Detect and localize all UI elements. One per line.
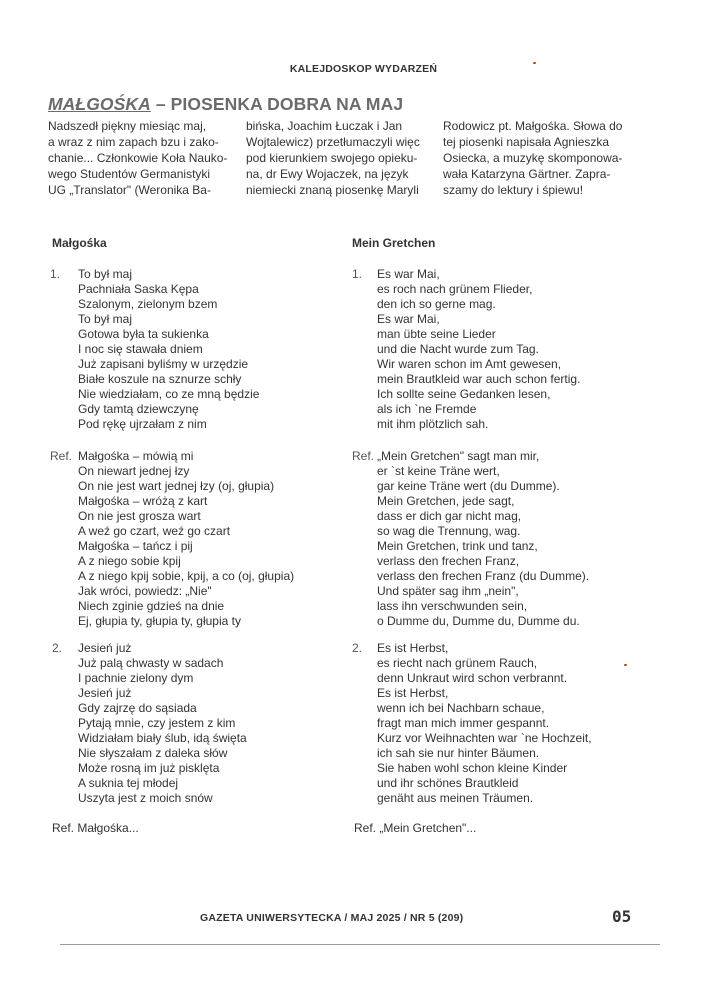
intro-line: na, dr Ewy Wojaczek, na język <box>246 167 409 181</box>
lyric-line: Widziałam biały ślub, idą święta <box>78 731 247 745</box>
lyric-line: I pachnie zielony dym <box>78 671 194 685</box>
lyric-line: Kurz vor Weihnachten war `ne Hochzeit, <box>377 731 592 745</box>
intro-line: pod kierunkiem swojego opieku- <box>246 151 418 165</box>
lyric-line: Es ist Herbst, <box>377 686 449 700</box>
lyric-line: Es war Mai, <box>377 312 440 326</box>
lyric-line: Małgośka – mówią mi <box>78 449 194 463</box>
lyric-line: Białe koszule na sznurze schły <box>78 372 242 386</box>
lyric-line: Mein Gretchen, trink und tanz, <box>377 539 538 553</box>
lyric-line: mein Brautkleid war auch schon fertig. <box>377 372 581 386</box>
lyric-line: Sie haben wohl schon kleine Kinder <box>377 761 568 775</box>
stanza-number: 1. <box>50 267 61 281</box>
lyric-line: so wag die Trennung, wag. <box>377 524 521 538</box>
article-title-name: MAŁGOŚKA <box>48 94 151 114</box>
intro-line: wała Katarzyna Gärtner. Zapra- <box>443 167 611 181</box>
lyric-line: Małgośka – tańcz i pij <box>78 539 193 553</box>
lyric-line: gar keine Träne wert (du Dumme). <box>377 479 560 493</box>
scan-speck <box>533 62 536 64</box>
polish-stanza-2 <box>78 641 247 806</box>
lyric-line: es roch nach grünem Flieder, <box>377 282 533 296</box>
lyric-line: Gdy tamtą dziewczynę <box>78 402 199 416</box>
page-number: 05 <box>612 907 632 926</box>
refrain-marker: Ref. <box>352 449 375 463</box>
lyric-line: den ich so gerne mag. <box>377 297 496 311</box>
lyric-line: fragt man mich immer gespannt. <box>377 716 550 730</box>
lyric-line: verlass den frechen Franz (du Dumme). <box>377 569 590 583</box>
lyric-line: Pachniała Saska Kępa <box>78 282 199 296</box>
intro-line: szamy do lektury i śpiewu! <box>443 183 584 197</box>
lyric-line: Es war Mai, <box>377 267 440 281</box>
lyric-line: Już palą chwasty w sadach <box>78 656 224 670</box>
lyric-line: denn Unkraut wird schon verbrannt. <box>377 671 568 685</box>
stanza-number: 1. <box>352 267 363 281</box>
intro-line: wego Studentów Germanistyki <box>48 167 211 181</box>
lyric-line: On nie jest wart jednej łzy (oj, głupia) <box>78 479 275 493</box>
lyric-line: Gdy zajrzę do sąsiada <box>78 701 197 715</box>
lyric-line: Jesień już <box>78 641 132 655</box>
lyric-line: es riecht nach grünem Rauch, <box>377 656 538 670</box>
lyric-line: A z niego sobie kpij <box>78 554 181 568</box>
lyric-line: On niewart jednej łzy <box>78 464 190 478</box>
lyric-line: dass er dich gar nicht mag, <box>377 509 522 523</box>
intro-line: UG „Translator" (Weronika Ba- <box>48 183 211 197</box>
german-stanza-1 <box>377 267 580 432</box>
german-refrain <box>377 449 589 629</box>
lyric-line: On nie jest grosza wart <box>78 509 201 523</box>
intro-column-2 <box>246 118 434 198</box>
lyric-line: verlass den frechen Franz, <box>377 554 520 568</box>
song-title-polish: Małgośka <box>52 236 107 250</box>
stanza-number: 2. <box>352 641 363 655</box>
lyric-line: wenn ich bei Nachbarn schaue, <box>377 701 545 715</box>
lyric-line: Und später sag ihm „nein", <box>377 584 519 598</box>
lyric-line: Ich sollte seine Gedanken lesen, <box>377 387 551 401</box>
lyric-line: Pytają mnie, czy jestem z kim <box>78 716 236 730</box>
intro-column-1 <box>48 118 236 198</box>
lyric-line: Niech zginie gdzieś na dnie <box>78 599 225 613</box>
lyric-line: als ich `ne Fremde <box>377 402 477 416</box>
intro-line: bińska, Joachim Łuczak i Jan <box>246 119 403 133</box>
publication-info: GAZETA UNIWERSYTECKA / MAJ 2025 / NR 5 (209) <box>200 912 464 924</box>
lyric-line: Mein Gretchen, jede sagt, <box>377 494 515 508</box>
intro-line: tej piosenki napisała Agnieszka <box>443 135 610 149</box>
intro-line: Wojtalewicz) przetłumaczyli więc <box>246 135 420 149</box>
lyric-line: Szalonym, zielonym bzem <box>78 297 218 311</box>
lyric-line: Małgośka – wróżą z kart <box>78 494 208 508</box>
lyric-line: Gotowa była ta sukienka <box>78 327 209 341</box>
lyric-line: I noc się stawała dniem <box>78 342 203 356</box>
lyric-line: genäht aus meinen Träumen. <box>377 791 534 805</box>
intro-line: niemiecki znaną piosenkę Maryli <box>246 183 419 197</box>
scan-speck <box>624 664 627 666</box>
lyric-line: man übte seine Lieder <box>377 327 496 341</box>
lyric-line: o Dumme du, Dumme du, Dumme du. <box>377 614 580 628</box>
lyric-line: Może rosną im już pisklęta <box>78 761 220 775</box>
lyric-line: Es ist Herbst, <box>377 641 449 655</box>
lyric-line: und die Nacht wurde zum Tag. <box>377 342 539 356</box>
lyric-line: A weź go czart, weź go czart <box>78 524 231 538</box>
lyric-line: Jak wróci, powiedz: „Nie" <box>78 584 212 598</box>
intro-line: a wraz z nim zapach bzu i zako- <box>48 135 219 149</box>
lyric-line: mit ihm plötzlich sah. <box>377 417 489 431</box>
polish-refrain-reference: Ref. Małgośka... <box>52 821 139 835</box>
lyric-line: „Mein Gretchen" sagt man mir, <box>377 449 540 463</box>
article-title-rest: – PIOSENKA DOBRA NA MAJ <box>150 94 404 114</box>
lyric-line: er `st keine Träne wert, <box>377 464 500 478</box>
intro-line: Rodowicz pt. Małgośka. Słowa do <box>443 119 623 133</box>
section-label: KALEJDOSKOP WYDARZEŃ <box>289 63 438 75</box>
polish-refrain <box>78 449 294 629</box>
lyric-line: Nie wiedziałam, co ze mną będzie <box>78 387 260 401</box>
lyric-line: To był maj <box>78 312 133 326</box>
lyric-line: und ihr schönes Brautkleid <box>377 776 519 790</box>
stanza-number: 2. <box>52 641 63 655</box>
lyric-line: Ej, głupia ty, głupia ty, głupia ty <box>78 614 241 628</box>
polish-stanza-1 <box>78 267 259 432</box>
lyric-line: A z niego kpij sobie, kpij, a co (oj, głupia) <box>78 569 295 583</box>
intro-line: chanie... Członkowie Koła Nauko- <box>48 151 228 165</box>
german-stanza-2 <box>377 641 592 806</box>
footer-divider <box>60 944 660 945</box>
lyric-line: Już zapisani byliśmy w urzędzie <box>78 357 249 371</box>
article-title <box>48 94 403 115</box>
lyric-line: lass ihn verschwunden sein, <box>377 599 528 613</box>
lyric-line: Nie słyszałam z daleka słów <box>78 746 228 760</box>
lyric-line: Jesień już <box>78 686 132 700</box>
lyric-line: Wir waren schon im Amt gewesen, <box>377 357 562 371</box>
lyric-line: A suknia tej młodej <box>78 776 179 790</box>
lyric-line: To był maj <box>78 267 133 281</box>
song-title-german: Mein Gretchen <box>352 236 436 250</box>
intro-column-3 <box>443 118 623 198</box>
intro-line: Osiecka, a muzykę skomponowa- <box>443 151 623 165</box>
lyric-line: Uszyta jest z moich snów <box>78 791 213 805</box>
lyric-line: ich sah sie nur hinter Bäumen. <box>377 746 540 760</box>
intro-line: Nadszedł piękny miesiąc maj, <box>48 119 207 133</box>
german-refrain-reference: Ref. „Mein Gretchen"... <box>354 821 477 835</box>
refrain-marker: Ref. <box>50 449 73 463</box>
lyric-line: Pod rękę ujrzałam z nim <box>78 417 207 431</box>
